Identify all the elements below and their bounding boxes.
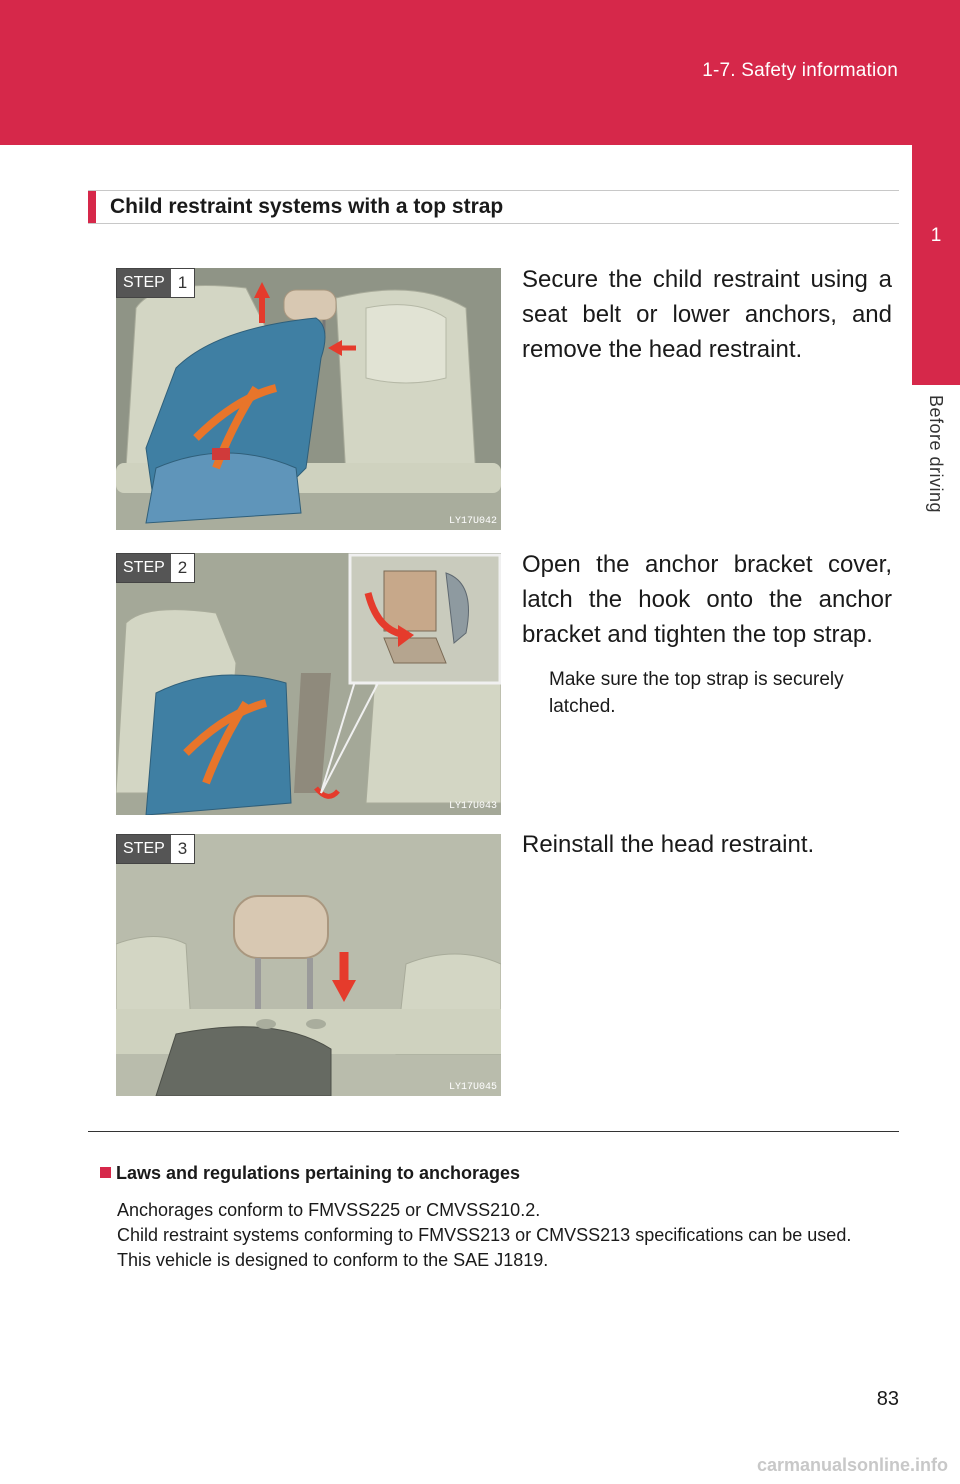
watermark: carmanualsonline.info <box>756 1455 948 1475</box>
bullet-square-icon <box>100 1167 111 1178</box>
chapter-tab <box>912 145 960 385</box>
image-code: LY17U042 <box>448 516 497 527</box>
info-body <box>117 1198 889 1273</box>
section-heading <box>88 190 899 224</box>
step-2-text: Open the anchor bracket cover, latch the hook onto the anchor bracket and tighten the top strap. <box>522 551 892 648</box>
step-1-illustration <box>116 268 501 530</box>
image-code: LY17U045 <box>448 1082 497 1093</box>
header-title: 1-7. Safety information <box>702 60 898 81</box>
chapter-label: Before driving <box>926 395 946 514</box>
step-word: STEP <box>117 835 171 863</box>
section-accent-bar <box>88 191 96 223</box>
step-3-illustration <box>116 834 501 1096</box>
page-header <box>0 0 960 145</box>
step-word: STEP <box>117 269 171 297</box>
chapter-number: 1 <box>930 225 942 246</box>
section-title: Child restraint systems with a top strap <box>110 195 504 218</box>
step-2-badge <box>116 553 195 583</box>
step-number: 3 <box>171 835 194 863</box>
step-2-illustration <box>116 553 501 815</box>
anchor-bracket-image <box>116 553 501 815</box>
step-number: 2 <box>171 554 194 582</box>
info-line: Child restraint systems conforming to FMVSS213 or CMVSS213 specifications can be used. <box>117 1225 852 1245</box>
page-number: 83 <box>876 1388 899 1410</box>
image-code: LY17U043 <box>448 801 497 812</box>
divider <box>88 1131 899 1132</box>
info-heading <box>100 1163 520 1184</box>
step-word: STEP <box>117 554 171 582</box>
step-1-badge <box>116 268 195 298</box>
step-1-text: Secure the child restraint using a seat belt or lower anchors, and remove the head restraint. <box>522 266 892 363</box>
info-line: Anchorages conform to FMVSS225 or CMVSS210.2. <box>117 1200 541 1220</box>
step-2-note: Make sure the top strap is securely latched. <box>549 669 844 717</box>
step-3-text: Reinstall the head restraint. <box>522 831 815 858</box>
step-3-badge <box>116 834 195 864</box>
step-number: 1 <box>171 269 194 297</box>
info-heading-text: Laws and regulations pertaining to anchorages <box>116 1163 521 1183</box>
head-restraint-image <box>116 834 501 1096</box>
info-line: This vehicle is designed to conform to the SAE J1819. <box>117 1250 549 1270</box>
rear-seat-with-child-seat-image <box>116 268 501 530</box>
